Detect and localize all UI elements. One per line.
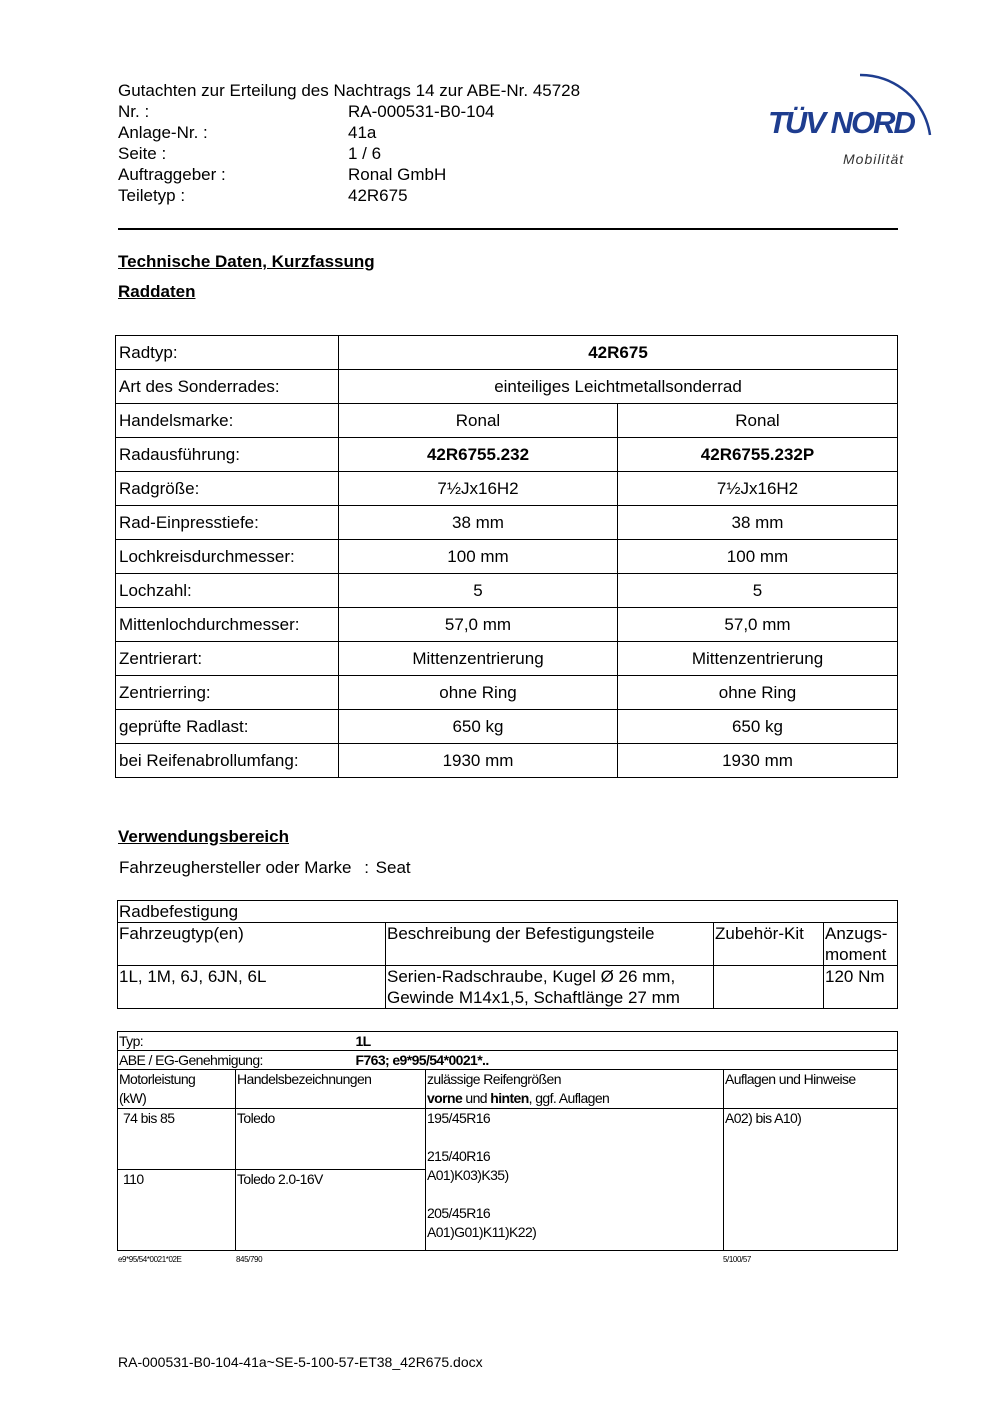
abe-row xyxy=(118,1051,898,1070)
tire-sizes-cell xyxy=(426,1109,724,1251)
plain-text: , ggf. Auflagen xyxy=(528,1090,610,1106)
header-value: Ronal GmbH xyxy=(348,165,447,184)
tire-line: 195/45R16 xyxy=(427,1110,491,1126)
row-label: Zentrierart: xyxy=(116,642,339,676)
table-row xyxy=(118,966,898,1009)
row-label: Rad-Einpresstiefe: xyxy=(116,506,339,540)
row-label: bei Reifenabrollumfang: xyxy=(116,744,339,778)
trade-name-cell: Toledo 2.0-16V xyxy=(236,1170,426,1251)
cell-value: 38 mm xyxy=(618,506,898,540)
header-row-anlage xyxy=(118,123,638,144)
cell-value: 7½Jx16H2 xyxy=(618,472,898,506)
cell-value: 38 mm xyxy=(339,506,618,540)
art-value: einteiliges Leichtmetallsonderrad xyxy=(339,370,898,404)
document-filename: RA-000531-B0-104-41a~SE-5-100-57-ET38_42R675.docx xyxy=(118,1354,483,1370)
table-row xyxy=(116,744,898,778)
typ-label: Typ: xyxy=(119,1033,144,1049)
row-label: Mittenlochdurchmesser: xyxy=(116,608,339,642)
table-row xyxy=(116,676,898,710)
header-line: Motorleistung xyxy=(119,1071,196,1087)
col-header: Zubehör-Kit xyxy=(714,923,824,966)
col-header-notes: Auflagen und Hinweise xyxy=(724,1070,898,1109)
table-row xyxy=(118,1032,898,1051)
cell-value: 100 mm xyxy=(618,540,898,574)
power-cell: 110 xyxy=(118,1170,236,1251)
cell-value: 57,0 mm xyxy=(618,608,898,642)
row-label: Lochkreisdurchmesser: xyxy=(116,540,339,574)
report-title: Gutachten zur Erteilung des Nachtrags 14 zur ABE-Nr. 45728 xyxy=(118,81,581,100)
header-label: Teiletyp : xyxy=(118,186,186,205)
cell-value: 5 xyxy=(339,574,618,608)
table-row xyxy=(116,710,898,744)
row-label: Radgröße: xyxy=(116,472,339,506)
cell-value: 650 kg xyxy=(339,710,618,744)
cell-value: 7½Jx16H2 xyxy=(339,472,618,506)
logo-text: TÜV NORD xyxy=(768,105,914,140)
usage-value: Seat xyxy=(375,858,411,877)
table-row xyxy=(116,506,898,540)
table-row xyxy=(118,923,898,966)
table-row xyxy=(118,1070,898,1109)
description-line: Serien-Radschraube, Kugel Ø 26 mm, xyxy=(387,967,676,986)
table-row xyxy=(116,642,898,676)
col-header-torque xyxy=(824,923,898,966)
description-line: Gewinde M14x1,5, Schaftlänge 27 mm xyxy=(387,988,680,1007)
cell-value: 100 mm xyxy=(339,540,618,574)
header-row-nr xyxy=(118,102,638,123)
typ-value: 1L xyxy=(355,1033,371,1049)
header-value: 42R675 xyxy=(348,186,408,205)
notes-cell: A02) bis A10) xyxy=(724,1109,898,1251)
tire-line xyxy=(427,1128,723,1147)
logo-subtitle: Mobilität xyxy=(843,151,905,167)
table-row xyxy=(118,1109,898,1170)
wheel-data-table xyxy=(115,335,898,778)
table-row xyxy=(118,901,898,923)
row-label: Handelsmarke: xyxy=(116,404,339,438)
cell-value: 1930 mm xyxy=(339,744,618,778)
usage-separator: : xyxy=(364,858,369,877)
section-heading-technical: Technische Daten, Kurzfassung xyxy=(118,252,375,271)
header-label: Auftraggeber : xyxy=(118,165,226,184)
header-row-seite xyxy=(118,144,638,165)
col-header-names: Handelsbezeichnungen xyxy=(236,1070,426,1109)
cell-value: 42R6755.232 xyxy=(339,438,618,472)
cell-value: Ronal xyxy=(618,404,898,438)
table-row xyxy=(116,438,898,472)
section-subheading-raddaten: Raddaten xyxy=(118,282,196,301)
bold-text: vorne xyxy=(427,1090,463,1106)
header-value: 41a xyxy=(348,123,377,142)
cell-value: Ronal xyxy=(339,404,618,438)
header-label: Nr. : xyxy=(118,102,150,121)
tire-line xyxy=(427,1185,723,1204)
tire-line: 215/40R16 xyxy=(427,1148,491,1164)
tuv-nord-logo xyxy=(760,55,945,175)
tire-line: A01)K03)K35) xyxy=(427,1167,509,1183)
tire-line: 205/45R16 xyxy=(427,1205,491,1221)
fastener-description xyxy=(386,966,714,1009)
row-label: Radtyp: xyxy=(116,336,339,370)
torque-value: 120 Nm xyxy=(824,966,898,1009)
mount-title: Radbefestigung xyxy=(118,901,898,923)
cell-value: Mittenzentrierung xyxy=(339,642,618,676)
abe-value: F763; e9*95/54*0021*.. xyxy=(355,1052,489,1068)
row-label: Lochzahl: xyxy=(116,574,339,608)
cell-value: ohne Ring xyxy=(339,676,618,710)
usage-line xyxy=(119,858,411,878)
table-row xyxy=(116,574,898,608)
row-label: geprüfte Radlast: xyxy=(116,710,339,744)
header-divider xyxy=(118,228,898,230)
footer-code-right: 5/100/57 xyxy=(723,1255,751,1264)
row-label: Radausführung: xyxy=(116,438,339,472)
table-row xyxy=(116,540,898,574)
accessory-kit xyxy=(714,966,824,1009)
table-row xyxy=(116,404,898,438)
row-label: Art des Sonderrades: xyxy=(116,370,339,404)
col-header-power xyxy=(118,1070,236,1109)
radtyp-value: 42R675 xyxy=(339,336,898,370)
table-row xyxy=(116,370,898,404)
section-heading-usage: Verwendungsbereich xyxy=(118,827,289,846)
table-row xyxy=(116,336,898,370)
col-header: Fahrzeugtyp(en) xyxy=(118,923,386,966)
vehicle-type-table xyxy=(117,1031,898,1251)
cell-value: 57,0 mm xyxy=(339,608,618,642)
cell-value: 5 xyxy=(618,574,898,608)
footer-code-mid: 845/790 xyxy=(236,1255,263,1264)
cell-value: Mittenzentrierung xyxy=(618,642,898,676)
row-label: Zentrierring: xyxy=(116,676,339,710)
header-line: (kW) xyxy=(119,1090,147,1106)
power-cell: 74 bis 85 xyxy=(118,1109,236,1170)
usage-label: Fahrzeughersteller oder Marke xyxy=(119,858,352,877)
table-row xyxy=(118,1051,898,1070)
cell-value: 650 kg xyxy=(618,710,898,744)
header-row-teiletyp xyxy=(118,186,638,207)
vehicle-types: 1L, 1M, 6J, 6JN, 6L xyxy=(118,966,386,1009)
col-header-line: Anzugs- xyxy=(825,924,888,943)
header-line: zulässige Reifengrößen xyxy=(427,1071,561,1087)
cell-value: ohne Ring xyxy=(618,676,898,710)
header-line xyxy=(427,1089,723,1108)
table-row xyxy=(116,608,898,642)
col-header-line: moment xyxy=(825,945,887,964)
col-header: Beschreibung der Befestigungsteile xyxy=(386,923,714,966)
cell-value: 42R6755.232P xyxy=(618,438,898,472)
mounting-table xyxy=(117,900,898,1009)
plain-text: und xyxy=(462,1090,491,1106)
header-value: RA-000531-B0-104 xyxy=(348,102,495,121)
table-row xyxy=(116,472,898,506)
trade-name-cell: Toledo xyxy=(236,1109,426,1170)
header-value: 1 / 6 xyxy=(348,144,382,163)
typ-row xyxy=(118,1032,898,1051)
col-header-tires xyxy=(426,1070,724,1109)
header-label: Seite : xyxy=(118,144,167,163)
bold-text: hinten xyxy=(490,1090,529,1106)
abe-label: ABE / EG-Genehmigung: xyxy=(119,1052,263,1068)
footer-code-left: e9*95/54*0021*02E xyxy=(118,1255,182,1264)
header-label: Anlage-Nr. : xyxy=(118,123,208,142)
tire-line: A01)G01)K11)K22) xyxy=(427,1224,537,1240)
cell-value: 1930 mm xyxy=(618,744,898,778)
header-row-auftraggeber xyxy=(118,165,638,186)
